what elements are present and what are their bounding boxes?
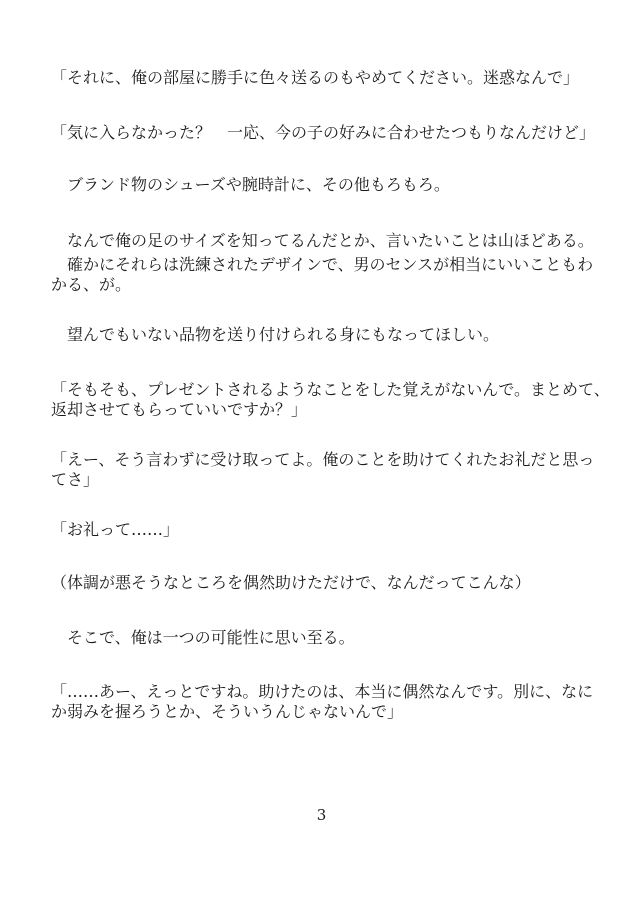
paragraph	[51, 450, 597, 490]
text-line: 「お礼って……」	[51, 520, 180, 539]
paragraph	[51, 68, 597, 88]
paragraph	[51, 573, 597, 593]
text-line: 「えー、そう言わずに受け取ってよ。俺のことを助けてくれたお礼だと思っ	[51, 450, 595, 469]
paragraph	[51, 175, 597, 195]
text-line: 「……あー、えっとですね。助けたのは、本当に偶然なんです。別に、なに	[51, 682, 594, 701]
paragraph	[51, 682, 597, 722]
text-line: 返却させてもらっていいですか？」	[51, 400, 308, 419]
text-line: 確かにそれらは洗練されたデザインで、男のセンスが相当にいいこともわ	[51, 255, 594, 274]
paragraph	[51, 325, 597, 345]
text-line: てさ」	[51, 470, 100, 489]
page-number: 3	[316, 806, 327, 824]
text-line: かる、が。	[51, 275, 132, 294]
paragraph	[51, 255, 597, 295]
text-line: なんで俺の足のサイズを知ってるんだとか、言いたいことは山ほどある。	[51, 231, 594, 250]
paragraph	[51, 231, 597, 251]
paragraph	[51, 520, 597, 540]
paragraph	[51, 628, 597, 648]
paragraph	[51, 123, 597, 143]
text-line: （体調が悪そうなところを偶然助けただけで、なんだってこんな）	[51, 573, 531, 592]
text-line: 「それに、俺の部屋に勝手に色々送るのもやめてください。迷惑なんで」	[51, 68, 580, 87]
text-line: か弱みを握ろうとか、そういうんじゃないんで」	[51, 702, 404, 721]
paragraph	[51, 380, 610, 420]
text-line: 「気に入らなかった？ 一応、今の子の好みに合わせたつもりなんだけど」	[51, 123, 596, 142]
text-line: ブランド物のシューズや腕時計に、その他もろもろ。	[51, 175, 450, 194]
text-line: そこで、俺は一つの可能性に思い至る。	[51, 628, 355, 647]
text-line: 「そもそも、プレゼントされるようなことをした覚えがないんで。まとめて、	[51, 380, 610, 399]
text-line: 望んでもいない品物を送り付けられる身にもなってほしい。	[51, 325, 500, 344]
